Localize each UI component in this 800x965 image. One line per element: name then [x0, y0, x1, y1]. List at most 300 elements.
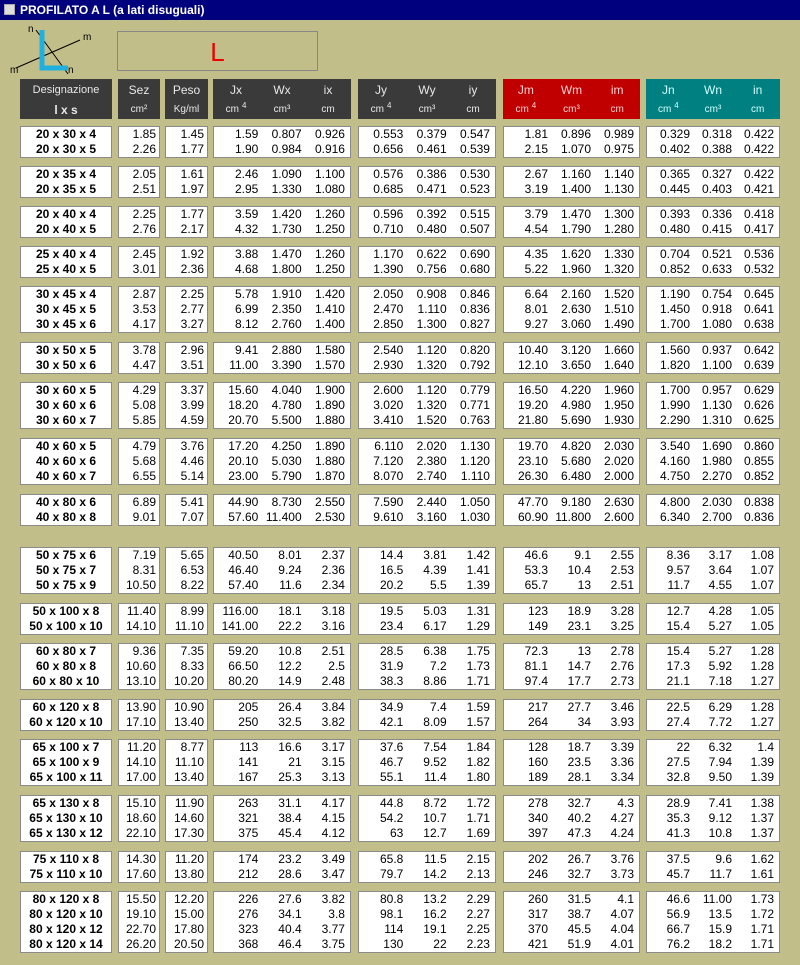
table-row [214, 510, 350, 525]
table-row [359, 182, 495, 197]
cell-designation: 40 x 60 x 6 [35, 454, 97, 468]
group-12-block-designation [20, 643, 112, 690]
table-row [359, 907, 495, 922]
table-row [359, 604, 495, 619]
cell-wm: 5.680 [560, 454, 591, 468]
table-row [647, 182, 779, 197]
cell-designation: 30 x 60 x 5 [35, 383, 97, 397]
cell-wx: 1.730 [271, 222, 302, 236]
cell-iy: 1.030 [459, 510, 490, 524]
table-row [504, 317, 639, 332]
table-row [359, 454, 495, 469]
cell-wm: 0.896 [560, 127, 591, 141]
cell-jx: 66.50 [228, 659, 259, 673]
cell-peso: 2.96 [180, 343, 204, 357]
cell-ix: 3.75 [321, 937, 345, 951]
table-row [359, 578, 495, 593]
cell-iy: 2.15 [466, 852, 490, 866]
cell-wy: 8.09 [423, 715, 447, 729]
cell-sez: 14.10 [125, 755, 156, 769]
table-row [504, 826, 639, 841]
cell-jn: 17.3 [666, 659, 690, 673]
cell-wm: 38.7 [567, 907, 591, 921]
cell-jy: 23.4 [379, 619, 404, 633]
table-row [214, 563, 350, 578]
group-14-block-jx [213, 739, 351, 786]
cell-wn: 9.50 [708, 770, 732, 784]
cell-jx: 15.60 [228, 383, 259, 397]
table-row [647, 398, 779, 413]
group-2-block-jy [358, 166, 496, 198]
cell-jy: 7.590 [373, 495, 404, 509]
cell-in: 1.07 [750, 578, 774, 592]
cell-jy: 44.8 [379, 796, 404, 810]
table-row [504, 510, 639, 525]
table-row [359, 317, 495, 332]
group-7-block-sez [118, 382, 160, 429]
header-peso-unit: Kg/ml [173, 104, 200, 115]
cell-jm: 4.54 [524, 222, 548, 236]
cell-peso: 5.14 [180, 469, 204, 483]
cell-jy: 20.2 [379, 578, 404, 592]
cell-sez: 15.50 [125, 892, 156, 906]
table-row [504, 469, 639, 484]
table-row [504, 182, 639, 197]
cell-jm: 264 [527, 715, 548, 729]
cell-wy: 0.480 [416, 222, 447, 236]
cell-jx: 20.10 [228, 454, 259, 468]
group-17-block-designation [20, 891, 112, 953]
table-row [359, 922, 495, 937]
cell-jx: 2.46 [234, 167, 259, 181]
cell-jn: 41.3 [666, 826, 690, 840]
axis-label-m-right: m [83, 32, 92, 43]
group-15-block-jy [358, 795, 496, 842]
cell-jn: 27.4 [666, 715, 690, 729]
cell-jm: 53.3 [524, 563, 548, 577]
cell-jx: 212 [238, 867, 259, 881]
table-row [504, 892, 639, 907]
cell-wx: 0.984 [271, 142, 302, 156]
profile-label: L [210, 37, 225, 67]
table-row [214, 619, 350, 634]
cell-jy: 63 [389, 826, 404, 840]
table-row [504, 770, 639, 785]
cell-im: 1.320 [603, 262, 634, 276]
cell-jy: 2.600 [373, 383, 404, 397]
table-row [214, 578, 350, 593]
table-row [214, 659, 350, 674]
cell-wn: 4.55 [708, 578, 732, 592]
cell-wy: 16.2 [423, 907, 447, 921]
cell-wx: 25.3 [278, 770, 302, 784]
cell-jm: 3.79 [524, 207, 548, 221]
cell-jm: 370 [527, 922, 548, 936]
cell-iy: 0.680 [459, 262, 490, 276]
window-icon[interactable] [4, 4, 15, 15]
cell-jx: 205 [238, 700, 259, 714]
cell-ix: 1.400 [314, 317, 345, 331]
table-row [647, 700, 779, 715]
cell-wm: 13 [577, 644, 591, 658]
cell-ix: 1.420 [314, 287, 345, 301]
cell-jm: 9.27 [524, 317, 548, 331]
cell-jx: 44.90 [228, 495, 259, 509]
cell-wx: 21 [288, 755, 302, 769]
cell-jm: 23.10 [517, 454, 548, 468]
group-14-block-jy [358, 739, 496, 786]
cell-wx: 14.9 [278, 674, 302, 688]
group-11-block-designation [20, 603, 112, 635]
table-row [214, 317, 350, 332]
table-row [504, 127, 639, 142]
group-11-block-jx [213, 603, 351, 635]
cell-iy: 0.523 [459, 182, 490, 196]
table-row [214, 604, 350, 619]
cell-peso: 8.22 [180, 578, 204, 592]
cell-in: 0.645 [743, 287, 774, 301]
table-row [504, 454, 639, 469]
group-6-block-jx [213, 342, 351, 374]
table-row [359, 867, 495, 882]
cell-peso: 15.00 [173, 907, 204, 921]
table-row [214, 548, 350, 563]
table-row [647, 578, 779, 593]
cell-jn: 1.820 [659, 358, 690, 372]
table-row [504, 907, 639, 922]
cell-jn: 76.2 [666, 937, 690, 951]
table-row [214, 495, 350, 510]
cell-ix: 3.82 [321, 715, 345, 729]
cell-peso: 4.46 [180, 454, 204, 468]
table-row [504, 700, 639, 715]
table-row [359, 302, 495, 317]
table-row [647, 659, 779, 674]
header-wx: Wx [273, 83, 291, 97]
header-sez-label: Sez [128, 83, 150, 97]
cell-ix: 1.260 [314, 247, 345, 261]
cell-ix: 1.080 [314, 182, 345, 196]
cell-wn: 10.8 [708, 826, 732, 840]
cell-iy: 1.41 [466, 563, 490, 577]
cell-designation: 60 x 80 x 8 [35, 659, 97, 673]
cell-im: 0.989 [603, 127, 634, 141]
cell-wm: 18.9 [567, 604, 591, 618]
table-row [359, 619, 495, 634]
cell-sez: 5.68 [132, 454, 156, 468]
table-row [359, 439, 495, 454]
cell-wn: 2.270 [701, 469, 732, 483]
cell-in: 1.28 [750, 700, 774, 714]
cell-designation: 75 x 110 x 8 [32, 852, 100, 866]
cell-ix: 2.48 [321, 674, 345, 688]
header-jy-unit: cm $^4$ [370, 101, 392, 115]
cell-peso: 1.45 [180, 127, 204, 141]
group-10-block-sez [118, 547, 160, 594]
table-row [647, 811, 779, 826]
cell-iy: 1.69 [466, 826, 490, 840]
cell-iy: 0.539 [459, 142, 490, 156]
table-row [214, 127, 350, 142]
group-13-block-jn [646, 699, 780, 731]
cell-peso: 11.10 [174, 619, 204, 633]
cell-jy: 2.050 [373, 287, 404, 301]
cell-peso: 4.59 [180, 413, 204, 427]
group-15-block-jm [503, 795, 640, 842]
cell-im: 3.46 [610, 700, 634, 714]
cell-jn: 1.560 [659, 343, 690, 357]
group-14-block-designation [20, 739, 112, 786]
header-wy: Wy [418, 83, 436, 97]
cell-jn: 32.8 [666, 770, 690, 784]
cell-im: 2.000 [603, 469, 634, 483]
cell-wx: 11.6 [279, 578, 302, 592]
cell-iy: 1.31 [466, 604, 490, 618]
group-2-block-peso [165, 166, 208, 198]
group-11-block-jy [358, 603, 496, 635]
table-row [359, 383, 495, 398]
group-12-block-jn [646, 643, 780, 690]
group-1-block-jm [503, 126, 640, 158]
group-10-block-jy [358, 547, 496, 594]
table-row [504, 247, 639, 262]
cell-jm: 123 [527, 604, 548, 618]
cell-iy: 1.80 [466, 770, 490, 784]
group-3-block-jx [213, 206, 351, 238]
cell-designation: 80 x 120 x 14 [29, 937, 103, 951]
table-row [359, 740, 495, 755]
cell-jx: 1.90 [234, 142, 259, 156]
cell-im: 2.76 [610, 659, 634, 673]
cell-designation: 20 x 40 x 4 [35, 207, 97, 221]
table-row [504, 644, 639, 659]
cell-peso: 2.36 [180, 262, 204, 276]
cell-ix: 3.82 [321, 892, 345, 906]
header-y-group [358, 79, 496, 119]
cell-peso: 11.20 [174, 852, 204, 866]
cell-sez: 19.10 [125, 907, 156, 921]
cell-wn: 3.64 [708, 563, 732, 577]
table-row [647, 715, 779, 730]
table-row [214, 358, 350, 373]
cell-jy: 9.610 [373, 510, 404, 524]
header-im: im [610, 83, 624, 97]
cell-wn: 5.27 [708, 644, 732, 658]
table-row [647, 563, 779, 578]
cell-wy: 10.7 [423, 811, 447, 825]
table-row [214, 469, 350, 484]
table-row [214, 740, 350, 755]
cell-sez: 10.50 [125, 578, 156, 592]
group-5-block-peso [165, 286, 208, 333]
cell-ix: 1.250 [314, 262, 345, 276]
table-row [359, 852, 495, 867]
cell-in: 0.836 [743, 510, 774, 524]
group-10-block-jx [213, 547, 351, 594]
table-row [504, 937, 639, 952]
cell-wn: 2.030 [701, 495, 732, 509]
cell-jn: 15.4 [666, 619, 690, 633]
cell-jy: 37.6 [379, 740, 404, 754]
table-row [647, 826, 779, 841]
group-13-block-jm [503, 699, 640, 731]
cell-designation: 50 x 75 x 9 [35, 578, 97, 592]
axis-label-m-left: m [10, 65, 19, 76]
table-row [359, 659, 495, 674]
cell-jn: 4.750 [659, 469, 690, 483]
cell-wn: 0.957 [701, 383, 732, 397]
cell-jx: 3.88 [234, 247, 259, 261]
table-row [647, 127, 779, 142]
cell-sez: 5.85 [132, 413, 156, 427]
group-9-block-jm [503, 494, 640, 526]
cell-jm: 3.19 [524, 182, 548, 196]
cell-designation: 40 x 60 x 5 [35, 439, 97, 453]
cell-wn: 6.29 [708, 700, 732, 714]
group-4-block-designation [20, 246, 112, 278]
cell-sez: 26.20 [125, 937, 156, 951]
group-10-block-peso [165, 547, 208, 594]
cell-wx: 34.1 [278, 907, 302, 921]
cell-wx: 26.4 [278, 700, 302, 714]
cell-iy: 1.71 [466, 674, 490, 688]
cell-designation: 75 x 110 x 10 [29, 867, 103, 881]
cell-wm: 1.070 [560, 142, 591, 156]
cell-jn: 37.5 [666, 852, 690, 866]
table-row [359, 398, 495, 413]
cell-im: 4.04 [610, 922, 634, 936]
group-13-block-peso [165, 699, 208, 731]
cell-designation: 65 x 130 x 10 [29, 811, 103, 825]
cell-wx: 1.800 [271, 262, 302, 276]
cell-in: 0.838 [743, 495, 774, 509]
cell-jx: 57.60 [228, 510, 259, 524]
header-sez [118, 79, 160, 119]
table-row [214, 852, 350, 867]
cell-jn: 1.450 [659, 302, 690, 316]
cell-wx: 1.910 [271, 287, 302, 301]
cell-jn: 0.704 [659, 247, 690, 261]
cell-wm: 28.1 [567, 770, 591, 784]
cell-designation: 60 x 80 x 10 [32, 674, 100, 688]
group-17-block-jy [358, 891, 496, 953]
cell-wn: 0.403 [701, 182, 732, 196]
group-1-block-jn [646, 126, 780, 158]
cell-jm: 65.7 [524, 578, 548, 592]
cell-wy: 19.1 [423, 922, 447, 936]
cell-peso: 2.25 [180, 287, 204, 301]
cell-wy: 0.461 [416, 142, 447, 156]
cell-wn: 1.080 [701, 317, 732, 331]
cell-wn: 0.336 [701, 207, 732, 221]
cell-iy: 0.547 [459, 127, 490, 141]
cell-wx: 0.807 [271, 127, 302, 141]
cell-im: 2.73 [610, 674, 634, 688]
cell-wn: 1.310 [701, 413, 732, 427]
cell-im: 2.78 [610, 644, 634, 658]
table-row [359, 715, 495, 730]
cell-in: 1.28 [750, 659, 774, 673]
cell-designation: 65 x 100 x 9 [32, 755, 100, 769]
cell-jn: 9.57 [666, 563, 690, 577]
cell-jx: 17.20 [228, 439, 259, 453]
table-row [359, 413, 495, 428]
table-row [647, 302, 779, 317]
cell-im: 3.28 [610, 604, 634, 618]
cell-designation: 65 x 100 x 11 [29, 770, 103, 784]
group-6-block-sez [118, 342, 160, 374]
cell-sez: 10.60 [125, 659, 156, 673]
cell-im: 4.07 [610, 907, 634, 921]
cell-wm: 32.7 [567, 867, 591, 881]
cell-sez: 2.25 [132, 207, 156, 221]
header-jy: Jy [375, 83, 387, 97]
group-7-block-jx [213, 382, 351, 429]
header-n-group [646, 79, 780, 119]
group-15-block-peso [165, 795, 208, 842]
cell-wx: 8.730 [271, 495, 302, 509]
table-row [214, 413, 350, 428]
cell-ix: 3.47 [321, 867, 345, 881]
table-row [647, 142, 779, 157]
group-4-block-sez [118, 246, 160, 278]
table-row [504, 413, 639, 428]
cell-designation: 40 x 80 x 8 [35, 510, 97, 524]
cell-wm: 9.1 [574, 548, 591, 562]
table-row [359, 469, 495, 484]
cell-designation: 65 x 130 x 12 [29, 826, 103, 840]
table-row [359, 127, 495, 142]
table-row [504, 852, 639, 867]
cell-ix: 1.890 [314, 398, 345, 412]
table-row [647, 167, 779, 182]
cell-iy: 2.13 [466, 867, 490, 881]
cell-sez: 4.79 [132, 439, 156, 453]
cell-peso: 6.53 [180, 563, 204, 577]
table-row [359, 167, 495, 182]
table-row [504, 604, 639, 619]
table-row [214, 644, 350, 659]
table-row [214, 142, 350, 157]
cell-iy: 1.71 [466, 811, 490, 825]
cell-wn: 13.5 [708, 907, 732, 921]
cell-jn: 1.990 [659, 398, 690, 412]
cell-jm: 160 [527, 755, 548, 769]
cell-jy: 42.1 [379, 715, 404, 729]
group-6-block-jm [503, 342, 640, 374]
table-row [647, 770, 779, 785]
cell-jn: 4.160 [659, 454, 690, 468]
cell-wm: 47.3 [567, 826, 591, 840]
cell-wm: 1.470 [560, 207, 591, 221]
table-row [504, 262, 639, 277]
cell-jx: 80.20 [228, 674, 259, 688]
table-row [359, 892, 495, 907]
cell-jm: 5.22 [524, 262, 548, 276]
cell-peso: 13.80 [173, 867, 204, 881]
cell-ix: 3.49 [321, 852, 345, 866]
cell-designation: 50 x 100 x 8 [32, 604, 100, 618]
cell-wn: 0.918 [701, 302, 732, 316]
table-row [504, 755, 639, 770]
cell-sez: 15.10 [125, 796, 156, 810]
group-12-block-jx [213, 643, 351, 690]
cell-wx: 5.500 [271, 413, 302, 427]
table-row [359, 343, 495, 358]
group-15-block-jn [646, 795, 780, 842]
cell-sez: 4.47 [132, 358, 156, 372]
table-row [504, 358, 639, 373]
